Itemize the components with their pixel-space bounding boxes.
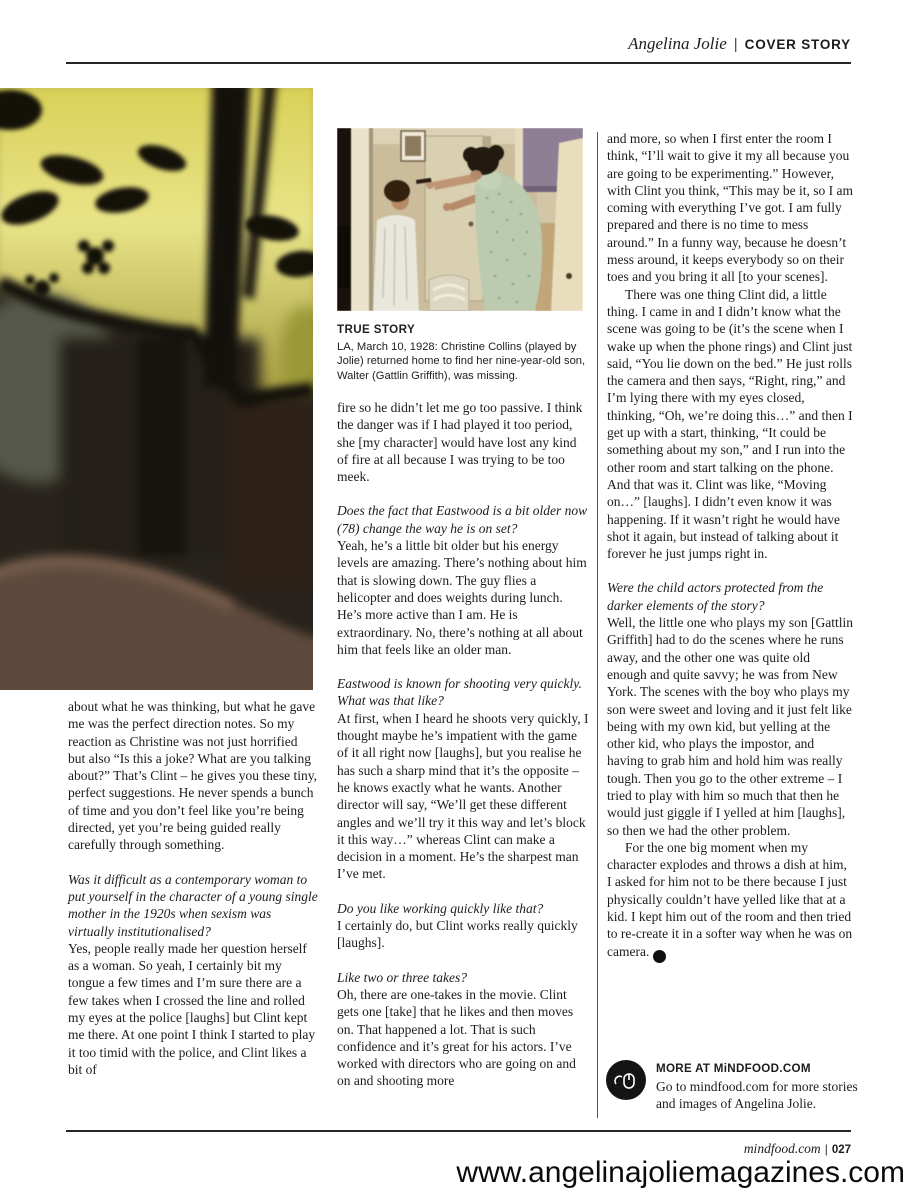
lamp-photo-art [0, 88, 313, 690]
film-still-photograph [337, 128, 583, 311]
lamp-photograph [0, 88, 313, 690]
text-column-left [68, 698, 318, 1078]
body-paragraph: and more, so when I first enter the room I think, “I’ll wait to give it my all because you are going to be experimenting.” However, with Clint you think, “This may be it, so I am coming with everything I’ve got. I am fully prepared and there is no time to mess around.” In a funny way, because he doesn’t mess around, it keeps everybody so on their toes and you bring it all [to your scenes]. [607, 131, 853, 285]
page-header [628, 34, 851, 54]
header-section-label: COVER STORY [744, 37, 851, 52]
more-box-title: MORE AT MiNDFOOD.COM [656, 1062, 811, 1075]
mindfood-end-mark-icon: MF [653, 950, 666, 963]
more-box-body: Go to mindfood.com for more stories and images of Angelina Jolie. [656, 1079, 858, 1111]
interview-question: Was it difficult as a contemporary woman to put yourself in the character of a young single mother in the 1920s when sexism was virtually institutionalised? [68, 871, 318, 939]
body-paragraph: Yes, people really made her question herself as a woman. So yeah, I certainly bit my tongue a few times and I’m sure there are a few takes when I crossed the line and rolled my eyes at the police [laughs] but Clint kept me there. At one point I think I started to play it too timid with the police, and Clint likes a bit of [68, 940, 316, 1077]
body-paragraph: about what he was thinking, but what he gave me was the perfect direction notes. So my reaction as Christine was not just horrified but also “Is this a joke? What are you talking about?” That’s Clint – he gives you these tiny, perfect suggestions. He never spends a bunch of time and you don’t feel like you’re being directed, yet you’re being guided really carefully through something. [68, 699, 317, 853]
body-paragraph: fire so he didn’t let me go too passive. I think the danger was if I had played it too period, she [my character] would have lost any kind of fire at all because I was trying to be too meek. [337, 400, 583, 485]
caption-title: TRUE STORY [337, 323, 416, 336]
text-column-middle [337, 399, 589, 1090]
body-paragraph: There was one thing Clint did, a little thing. I came in and I didn’t know what the scene was going to be (it’s the scene when I wake up when the phone rings) and Clint just said, “You lie down on the bed.” He just rolls the camera and then says, “Right, ring,” and I’m lying there with my eyes closed, thinking, “Oh, we’re doing this…” and then I get up with a start, thinking, “It could be something about my son,” and I run into the other room and start talking on the phone. And that was it. Clint was like, “Moving on…” [laughs]. I didn’t even know it was happening. If it wasn’t right he would have shot it again, but instead of talking about it forever he just jumps right in. [607, 286, 853, 562]
header-author: Angelina Jolie [628, 34, 727, 53]
more-box-text [656, 1060, 858, 1112]
watermark-url: www.angelinajoliemagazines.com [456, 1156, 905, 1189]
interview-question: Eastwood is known for shooting very quickly. What was that like? [337, 676, 582, 709]
interview-question: Were the child actors protected from the darker elements of the story? [607, 580, 824, 613]
photo-caption [337, 323, 589, 383]
paragraph-text: For the one big moment when my character explodes and throws a dish at him, I asked for him not to be there because I just physically couldn’t have yelled like that at a kid. I kept him out of the room and then tried to re-create it in a softer way when he was on camera. [607, 839, 853, 959]
mouse-icon [606, 1060, 646, 1100]
interview-question: Do you like working quickly like that? [337, 900, 544, 916]
body-paragraph [607, 839, 853, 963]
body-paragraph: I certainly do, but Clint works really quickly [laughs]. [337, 918, 578, 951]
body-paragraph: Yeah, he’s a little bit older but his energy levels are amazing. There’s nothing about him that is slowing down. The guy flies a helicopter and does weights during lunch. He’s more active than I am. He is extraordinary. No, there’s nothing at all about him that feels like an older man. [337, 538, 587, 657]
footer-rule [66, 1130, 851, 1132]
footer-separator: | [824, 1142, 828, 1156]
interview-question: Does the fact that Eastwood is a bit older now (78) change the way he is on set? [337, 503, 588, 536]
body-paragraph: Oh, there are one-takes in the movie. Clint gets one [take] that he likes and then moves on. That happened a lot. That is such confidence and it’s great for his actors. I’ve worked with directors who are going on and on and shooting more [337, 986, 576, 1089]
more-at-mindfood-box [606, 1060, 858, 1112]
interview-question: Like two or three takes? [337, 969, 467, 985]
body-paragraph: At first, when I heard he shoots very quickly, I thought maybe he’s impatient with the game of it all right now [laughs], but you realise he has such a sharp mind that it’s the opposite – he knows exactly what he wants. Another director will say, “We’ll get these different angles and we’ll try it this way and let’s block it this way…” whereas Clint can make a decision in a moment. He’s the sharpest man I’ve met. [337, 710, 589, 882]
text-column-right [607, 130, 853, 963]
footer-site-name: mindfood.com [743, 1141, 821, 1156]
header-separator: | [733, 36, 738, 53]
film-still-art [337, 128, 583, 311]
footer-page-number: 027 [831, 1144, 851, 1156]
body-paragraph: Well, the little one who plays my son [Gattlin Griffith] had to do the scenes where he runs away, and the other one was quite old enough and quite savvy; he was from New York. The scenes with the boy who plays my son were sweet and loving and it just felt like being with my own kid, but yelling at the other kid, who plays the impostor, and having to grab him and hold him was really tough. Then you go to the other extreme – I tried to play with him so much that then he would just giggle if I yelled at him [laughs], so then we had the other problem. [607, 615, 853, 838]
column-divider-rule [597, 132, 598, 1118]
caption-body: LA, March 10, 1928: Christine Collins (played by Jolie) returned home to find her nine-year-old son, Walter (Gattlin Griffith), was missing. [337, 340, 586, 382]
header-rule [66, 62, 851, 64]
